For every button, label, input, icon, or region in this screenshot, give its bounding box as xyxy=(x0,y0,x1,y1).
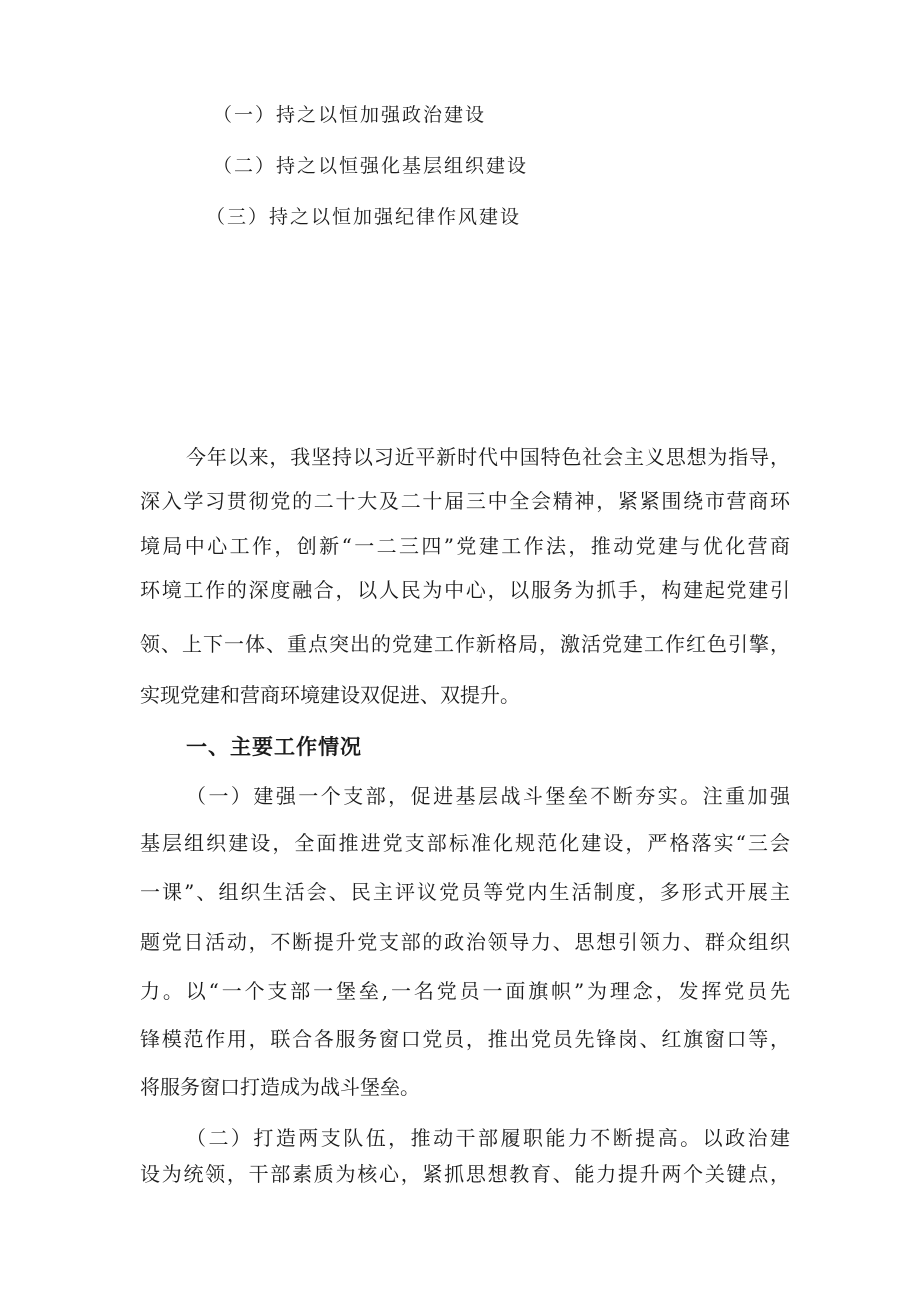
intro-line-1: 今年以来，我坚持以习近平新时代中国特色社会主义思想为指导， xyxy=(186,445,790,469)
para2-line-2: 设为统领，干部素质为核心，紧抓思想教育、能力提升两个关键点， xyxy=(140,1162,790,1186)
para1-line-2: 基层组织建设，全面推进党支部标准化规范化建设，严格落实“三会 xyxy=(140,831,790,855)
para1-line-5: 力。以“一个支部一堡垒,一名党员一面旗帜”为理念，发挥党员先 xyxy=(140,979,790,1003)
intro-line-4: 环境工作的深度融合，以人民为中心，以服务为抓手，构建起党建引 xyxy=(140,578,790,602)
para1-line-3: 一课”、组织生活会、民主评议党员等党内生活制度，多形式开展主 xyxy=(140,880,790,904)
para1-line-7: 将服务窗口打造成为战斗堡垒。 xyxy=(140,1075,420,1099)
para1-line-1: （一）建强一个支部，促进基层战斗堡垒不断夯实。注重加强 xyxy=(186,784,790,808)
intro-line-5: 领、上下一体、重点突出的党建工作新格局，激活党建工作红色引擎， xyxy=(140,632,790,656)
section-heading: 一、主要工作情况 xyxy=(186,735,362,759)
intro-line-3: 境局中心工作，创新“一二三四”党建工作法，推动党建与优化营商 xyxy=(140,534,790,558)
toc-item-2: （二）持之以恒强化基层组织建设 xyxy=(213,155,529,177)
para1-line-4: 题党日活动，不断提升党支部的政治领导力、思想引领力、群众组织 xyxy=(140,930,790,954)
para2-line-1: （二）打造两支队伍，推动干部履职能力不断提高。以政治建 xyxy=(186,1126,790,1150)
intro-line-6: 实现党建和营商环境建设双促进、双提升。 xyxy=(140,683,520,707)
para1-line-6: 锋模范作用，联合各服务窗口党员，推出党员先锋岗、红旗窗口等， xyxy=(140,1027,790,1051)
intro-line-2: 深入学习贯彻党的二十大及二十届三中全会精神，紧紧围绕市营商环 xyxy=(140,489,790,513)
toc-item-3: （三）持之以恒加强纪律作风建设 xyxy=(206,206,522,228)
toc-item-1: （一）持之以恒加强政治建设 xyxy=(213,104,487,126)
